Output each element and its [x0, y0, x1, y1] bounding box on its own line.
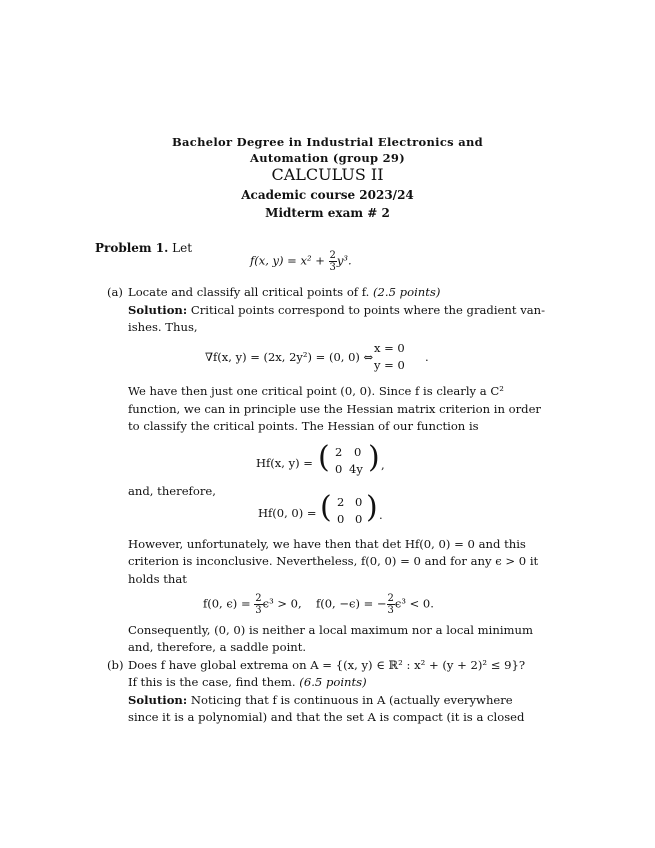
part-a-question: Locate and classify all critical points of f. (2.5 points) [128, 285, 441, 299]
exam-title: Midterm exam # 2 [265, 206, 390, 220]
inequality-negative: f(0, −ϵ) = − $\frac{2}{3}$ ϵ³ < 0. [316, 593, 434, 616]
degree-line-2: Automation (group 29) [250, 151, 405, 165]
degree-line-1: Bachelor Degree in Industrial Electronics and [172, 135, 483, 149]
function-lhs: f(x, y) = x² + [250, 253, 325, 268]
hessian0-a12: 0 [355, 495, 363, 509]
hessian0-right-paren: ) [366, 490, 378, 525]
problem-label: Problem 1. [95, 241, 169, 255]
para-conclusion-line2: and, therefore, a saddle point. [128, 640, 307, 654]
part-b-question-line2: If this is the case, find them. (6.5 points) [128, 675, 367, 689]
function-definition [250, 250, 352, 273]
part-b-marker: (b) [107, 658, 124, 672]
hessian-end: , [381, 458, 385, 472]
problem-heading [95, 241, 192, 255]
hessian-a22: 4y [349, 462, 363, 476]
hessian0-a11: 2 [337, 495, 345, 509]
therefore-text: and, therefore, [128, 484, 216, 498]
part-a-solution-line2: ishes. Thus, [128, 320, 198, 334]
para-critical-line3: to classify the critical points. The Hessian of our function is [128, 419, 479, 433]
hessian-a11: 2 [335, 445, 343, 459]
hessian-lhs: Hf(x, y) = [256, 456, 313, 470]
course-title: CALCULUS II [271, 165, 384, 184]
hessian0-left-paren: ( [320, 490, 332, 525]
para-conclusion-line1: Consequently, (0, 0) is neither a local maximum nor a local minimum [128, 623, 534, 637]
inequality-positive: f(0, ϵ) = $\frac{2}{3}$ ϵ³ > 0, [203, 593, 302, 616]
hessian0-lhs: Hf(0, 0) = [258, 506, 317, 520]
hessian-left-paren: ( [318, 440, 330, 475]
system-x: x = 0 [374, 341, 405, 355]
part-a-solution-line1: Solution: Critical points correspond to points where the gradient van- [128, 303, 546, 317]
part-b-solution-line2: since it is a polynomial) and that the set A is compact (it is a closed [128, 710, 525, 724]
para-critical-line1: We have then just one critical point (0, 0). Since f is clearly a C² [128, 384, 504, 398]
para-however-line3: holds that [128, 572, 187, 586]
academic-course: Academic course 2023/24 [241, 188, 414, 202]
hessian-a12: 0 [354, 445, 362, 459]
system-y: y = 0 [374, 358, 405, 372]
part-b-solution-line1: Solution: Noticing that f is continuous in A (actually everywhere [128, 693, 513, 707]
part-b-question-line1: Does f have global extrema on A = {(x, y) ∈ ℝ² : x² + (y + 2)² ≤ 9}? [128, 658, 526, 672]
hessian-a21: 0 [335, 462, 343, 476]
system-end: . [425, 350, 429, 364]
para-however-line2: criterion is inconclusive. Nevertheless, f(0, 0) = 0 and for any ϵ > 0 it [128, 554, 539, 568]
para-critical-line2: function, we can in principle use the Hessian matrix criterion in order [128, 402, 541, 416]
hessian0-end: . [379, 508, 383, 522]
hessian0-a21: 0 [337, 512, 345, 526]
gradient-equation: ∇f(x, y) = (2x, 2y²) = (0, 0) ⇔ [205, 350, 374, 364]
hessian0-a22: 0 [355, 512, 363, 526]
problem-intro: Let [172, 241, 193, 255]
function-fraction: $\frac{2}{3}$ [329, 250, 336, 273]
hessian-right-paren: ) [368, 440, 380, 475]
part-a-marker: (a) [107, 285, 123, 299]
function-rhs: y³. [336, 253, 352, 268]
para-however-line1: However, unfortunately, we have then that det Hf(0, 0) = 0 and this [128, 537, 526, 551]
